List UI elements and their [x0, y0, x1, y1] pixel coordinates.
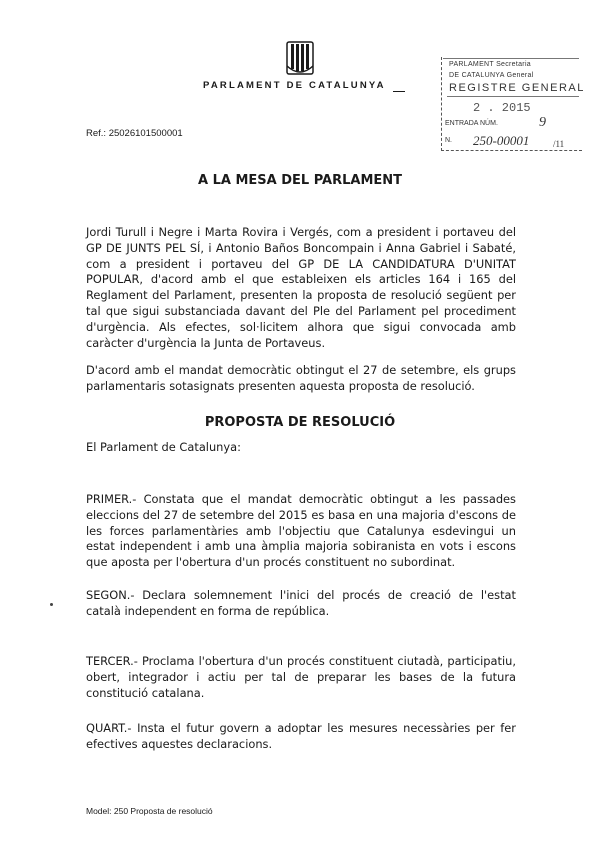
document-title: A LA MESA DEL PARLAMENT — [197, 173, 403, 188]
stamp-number-value: 250-00001 — [473, 133, 530, 148]
article-primer: PRIMER.- Constata que el mandat democràtic obtingut a les passades eleccions del 27 de setembre del 2015 es basa en una majoria d'escons de les forces parlamentàries amb l'objectiu que Catalunya esdevingui un estat independent i amb una àmplia majoria sobiranista en vots i escons que aposta per l'obertura d'un procés constituent no subordinat. — [86, 492, 516, 570]
footer-model: Model: 250 Proposta de resolució — [86, 806, 213, 816]
stamp-number-label: N. — [445, 137, 452, 144]
stamp-number-suffix: /11 — [553, 139, 565, 149]
article-quart: QUART.- Insta el futur govern a adoptar les mesures necessàries per fer efectives aquestes declaracions. — [86, 721, 516, 751]
stamp-date: 2 . 2015 — [473, 101, 531, 115]
stamp-entry-label: ENTRADA NÚM. — [445, 120, 498, 127]
stamp-line-2: DE CATALUNYA General — [449, 72, 534, 79]
stamp-line-1: PARLAMENT Secretaria — [449, 61, 531, 68]
catalan-parliament-emblem-icon — [285, 40, 315, 76]
stamp-entry-value: 9 — [539, 115, 546, 130]
intro-paragraph: Jordi Turull i Negre i Marta Rovira i Vergés, com a president i portaveu del GP DE JUNTS PEL SÍ, i Antonio Baños Boncompain i Anna Gabriel i Sabaté, com a president i portaveu del GP DE LA CANDIDATURA D'UNITAT POPULAR, d'acord amb el que estableixen els articles 164 i 165 del Reglament del Parlament, presenten la proposta de resolució següent per tal que sigui substanciada davant del Ple del Parlament pel procediment d'urgència. Als efectes, sol·licitem alhora que sigui convocada amb caràcter d'urgència la Junta de Portaveus. — [86, 225, 516, 350]
stamp-line-3: REGISTRE GENERAL — [449, 82, 585, 94]
mandate-paragraph: D'acord amb el mandat democràtic obtingut el 27 de setembre, els grups parlamentaris sotasignats presenten aquesta proposta de resolució. — [86, 363, 516, 393]
article-segon: SEGON.- Declara solemnement l'inici del procés de creació de l'estat català independent en forma de república. — [86, 588, 516, 618]
reference-number: Ref.: 25026101500001 — [86, 128, 183, 139]
stamp-top-rule — [443, 58, 579, 59]
stamp-divider — [447, 96, 579, 97]
parliament-line: El Parlament de Catalunya: — [86, 440, 241, 454]
article-tercer: TERCER.- Proclama l'obertura d'un procés constituent ciutadà, participatiu, obert, integrador i actiu per tal de preparar les bases de la futura constitució catalana. — [86, 654, 516, 700]
organization-name: PARLAMENT DE CATALUNYA — [203, 80, 386, 91]
resolution-title: PROPOSTA DE RESOLUCIÓ — [204, 415, 396, 430]
org-name-rule — [393, 91, 405, 92]
registration-stamp — [441, 57, 585, 150]
margin-mark — [50, 603, 53, 606]
